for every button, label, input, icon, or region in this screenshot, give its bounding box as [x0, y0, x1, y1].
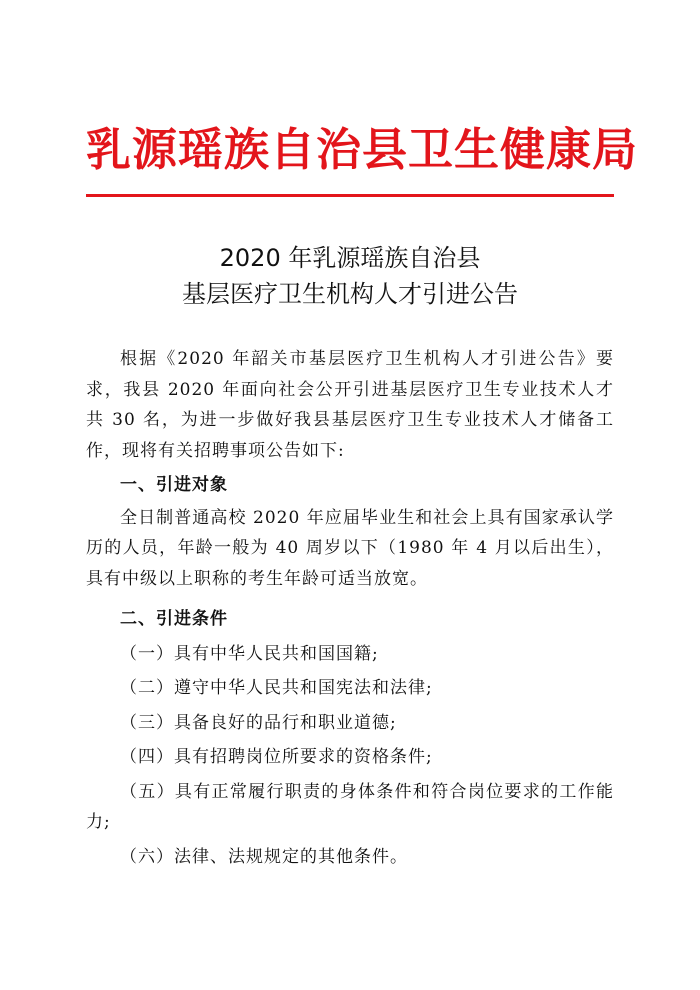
- document-body: [86, 344, 614, 872]
- condition-item: （一）具有中华人民共和国国籍;: [120, 643, 379, 664]
- section-2-heading: 二、引进条件: [120, 609, 228, 629]
- section-1-heading: 一、引进对象: [120, 475, 228, 495]
- condition-item: （五）具有正常履行职责的身体条件和符合岗位要求的工作能力;: [86, 781, 614, 832]
- condition-item: （二）遵守中华人民共和国宪法和法律;: [120, 678, 433, 698]
- letterhead-red-rule: [86, 194, 614, 197]
- section-gap: [86, 594, 614, 600]
- condition-item: （三）具备良好的品行和职业道德;: [120, 712, 397, 733]
- intro-paragraph: 根据《2020 年韶关市基层医疗卫生机构人才引进公告》要求，我县 2020 年面向社会公开引进基层医疗卫生专业技术人才共 30 名，为进一步做好我县基层医疗卫生专业技术人才储备工作，现将有关招聘事项公告如下:: [86, 349, 614, 461]
- document-title: [86, 240, 614, 312]
- document-title-line-1: 2020 年乳源瑶族自治县: [219, 244, 481, 272]
- letterhead-agency-name: 乳源瑶族自治县卫生健康局: [86, 123, 639, 176]
- condition-item: （六）法律、法规规定的其他条件。: [120, 846, 408, 867]
- document-title-line-2: 基层医疗卫生机构人才引进公告: [182, 280, 518, 308]
- section-1-paragraph: 全日制普通高校 2020 年应届毕业生和社会上具有国家承认学历的人员，年龄一般为 40 周岁以下（1980 年 4 月以后出生），具有中级以上职称的考生年龄可适当放宽。: [86, 507, 614, 589]
- letterhead: [86, 120, 639, 194]
- condition-item: （四）具有招聘岗位所要求的资格条件;: [120, 747, 433, 767]
